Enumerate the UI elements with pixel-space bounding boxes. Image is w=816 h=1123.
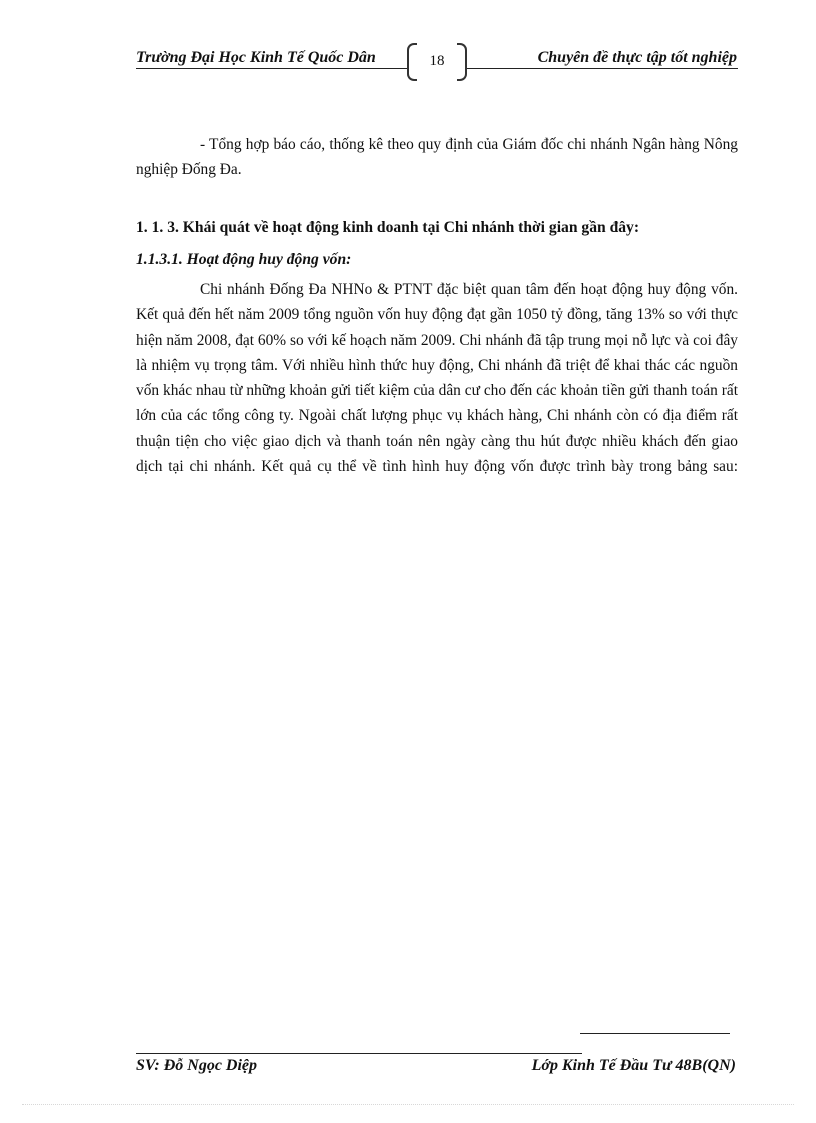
header-university: Trường Đại Học Kinh Tế Quốc Dân bbox=[136, 49, 376, 66]
page-number-bracket-right bbox=[457, 43, 467, 81]
page-number-bracket-left bbox=[407, 43, 417, 81]
footer-student-name: SV: Đỗ Ngọc Diệp bbox=[136, 1057, 258, 1074]
footer-short-rule bbox=[580, 1033, 730, 1034]
header-report-title: Chuyên đề thực tập tốt nghiệp bbox=[537, 49, 737, 66]
paragraph-capital-mobilization: Chi nhánh Đống Đa NHNo & PTNT đặc biệt quan tâm đến hoạt động huy động vốn. Kết quả đến hết năm 2009 tổng nguồn vốn huy động đạt gần 1050 tỷ đồng, tăng 13% so với thực hiện năm 2008, đạt 60% so với kế hoạch năm 2009. Chi nhánh đã tập trung mọi nỗ lực và coi đây là nhiệm vụ trọng tâm. Với nhiều hình thức huy động, Chi nhánh đã triệt để khai thác các nguồn vốn khác nhau từ những khoản gửi tiết kiệm của dân cư cho đến các khoản tiền gửi thanh toán rất lớn của các tổng công ty. Ngoài chất lượng phục vụ khách hàng, Chi nhánh còn có địa điểm rất thuận tiện cho việc giao dịch và thanh toán nên ngày càng thu hút được nhiều khách đến giao dịch tại chi nhánh. Kết quả cụ thể về tình hình huy động vốn được trình bày trong bảng sau: bbox=[136, 281, 738, 476]
subsection-heading: 1.1.3.1. Hoạt động huy động vốn: bbox=[136, 251, 352, 268]
page-bottom-edge bbox=[22, 1104, 794, 1105]
paragraph-reporting-duty: - Tổng hợp báo cáo, thống kê theo quy định của Giám đốc chi nhánh Ngân hàng Nông nghiệp Đống Đa. bbox=[136, 136, 738, 179]
page-number: 18 bbox=[417, 53, 457, 70]
footer-class-name: Lớp Kinh Tế Đầu Tư 48B(QN) bbox=[531, 1057, 736, 1074]
footer-rule bbox=[136, 1053, 582, 1054]
section-heading: 1. 1. 3. Khái quát về hoạt động kinh doanh tại Chi nhánh thời gian gần đây: bbox=[136, 219, 640, 236]
